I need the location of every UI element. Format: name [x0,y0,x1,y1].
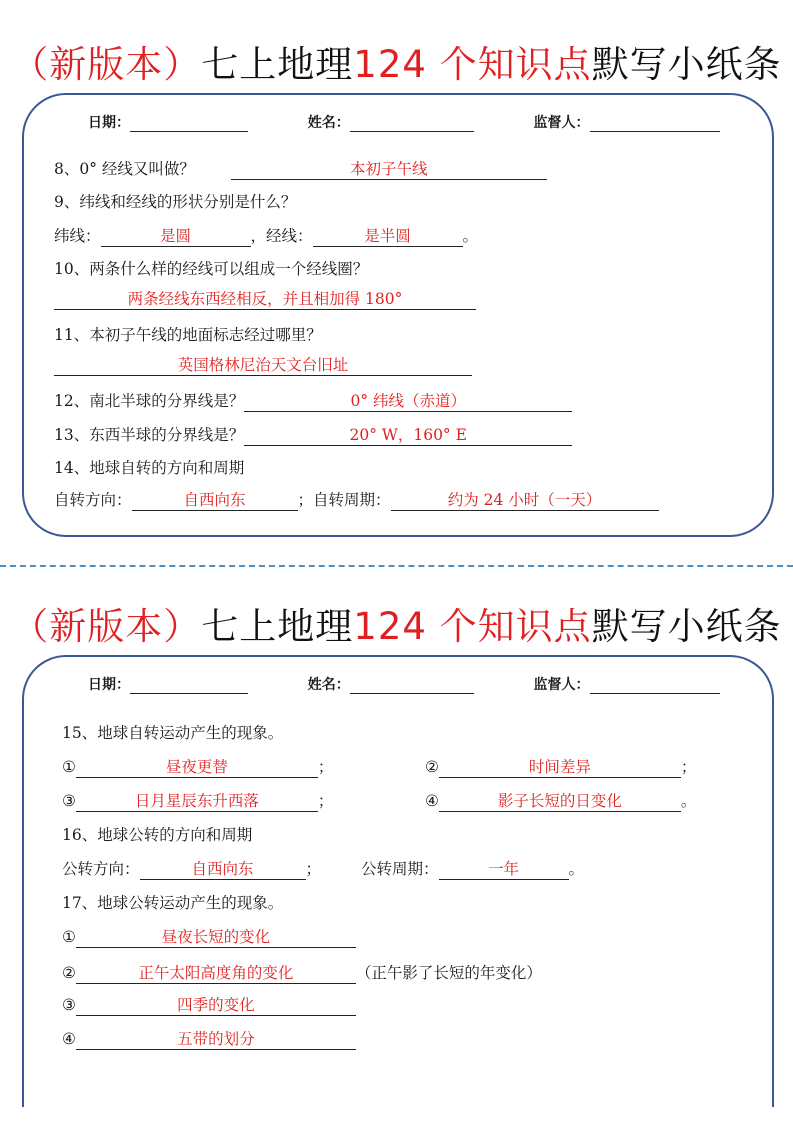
title-suffix: 默写小纸条 [591,605,782,648]
q17-n1: ① [62,928,76,946]
q17-item-1 [62,927,356,948]
q17-a3[interactable]: 四季的变化 [76,995,356,1016]
q10-line [54,257,368,279]
q12-text: 12、南北半球的分界线是？ [54,392,245,410]
q16-period-answer[interactable]: 一年 [439,859,569,880]
header-row-1 [88,112,720,132]
title-count: 124 个知识点 [353,43,592,86]
q10-answer-line [54,289,476,310]
q15-s4: 。 [680,792,697,810]
q9-warp-answer[interactable]: 是半圆 [313,226,463,247]
q17-n4: ④ [62,1030,76,1048]
title-suffix: 默写小纸条 [591,43,782,86]
q15-s3: ； [317,792,334,810]
q15-a1[interactable]: 昼夜更替 [76,757,318,778]
q11-text: 11、本初子午线的地面标志经过哪里？ [54,326,322,344]
q16-dir-label: 公转方向： [62,860,140,878]
q14-period-answer[interactable]: 约为 24 小时（一天） [391,490,659,511]
title-count: 124 个知识点 [353,605,592,648]
title-version: （新版本） [11,605,202,648]
q14-answer-line [54,488,659,511]
q9-weft-label: 纬线： [54,227,101,245]
q8-text: 8、0° 经线又叫做？ [54,160,195,178]
q15-item-3 [62,789,333,812]
q8-answer[interactable]: 本初子午线 [231,159,547,180]
supervisor-field[interactable] [590,117,720,132]
q14-text: 14、地球自转的方向和周期 [54,459,245,477]
q17-n2: ② [62,964,76,982]
q10-text: 10、两条什么样的经线可以组成一个经线圈？ [54,260,369,278]
supervisor-label: 监督人： [533,115,590,131]
q11-answer[interactable]: 英国格林尼治天文台旧址 [54,355,472,376]
q15-text: 15、地球自转运动产生的现象。 [62,724,284,742]
q11-line [54,323,322,345]
page-title-bottom [0,596,793,650]
header-row-2 [88,674,720,694]
q15-n1: ① [62,758,76,776]
name-field[interactable] [350,117,474,132]
q11-answer-line [54,355,472,376]
q9-answer-line [54,224,478,247]
q15-item-2 [425,755,696,778]
name-field[interactable] [350,679,474,694]
q17-note2: （正午影了长短的年变化） [355,964,542,982]
q17-item-3 [62,995,356,1016]
supervisor-label: 监督人： [533,677,590,693]
q9-weft-answer[interactable]: 是圆 [101,226,251,247]
title-subject: 七上地理 [201,43,354,86]
q17-n3: ③ [62,996,76,1014]
q16-end: 。 [568,860,585,878]
supervisor-field[interactable] [590,679,720,694]
q13-line [54,423,572,446]
q17-item-4 [62,1029,356,1050]
q14-dir-label: 自转方向： [54,491,132,509]
title-subject: 七上地理 [201,605,354,648]
q14-dir-answer[interactable]: 自西向东 [132,490,298,511]
date-field[interactable] [130,679,248,694]
name-label: 姓名： [307,677,350,693]
q8-line [54,157,547,180]
q12-line [54,389,572,412]
q17-text: 17、地球公转运动产生的现象。 [62,894,284,912]
q12-answer[interactable]: 0° 纬线（赤道） [244,391,572,412]
q16-line [62,823,252,845]
date-field[interactable] [130,117,248,132]
q15-n3: ③ [62,792,76,810]
q16-sep: ； [305,860,322,878]
name-label: 姓名： [307,115,350,131]
q16-dir-answer[interactable]: 自西向东 [140,859,306,880]
q15-a2[interactable]: 时间差异 [439,757,681,778]
q9-line [54,190,296,212]
q15-a4[interactable]: 影子长短的日变化 [439,791,681,812]
q15-n2: ② [425,758,439,776]
q17-line [62,891,283,913]
q9-text: 9、纬线和经线的形状分别是什么？ [54,193,297,211]
q14-period-label: ；自转周期： [297,491,391,509]
q14-line [54,456,244,478]
q15-a3[interactable]: 日月星辰东升西落 [76,791,318,812]
q15-s2: ； [680,758,697,776]
title-version: （新版本） [11,43,202,86]
q13-text: 13、东西半球的分界线是？ [54,426,245,444]
q15-s1: ； [317,758,334,776]
q16-text: 16、地球公转的方向和周期 [62,826,253,844]
q17-a4[interactable]: 五带的划分 [76,1029,356,1050]
q10-answer[interactable]: 两条经线东西经相反，并且相加得 180° [54,289,476,310]
cut-line-divider [0,565,793,567]
q15-n4: ④ [425,792,439,810]
q17-a2[interactable]: 正午太阳高度角的变化 [76,963,356,984]
page-title-top [0,34,793,88]
date-label: 日期： [88,677,130,693]
q16-answer-line [62,857,584,880]
q17-a1[interactable]: 昼夜长短的变化 [76,927,356,948]
q17-item-2 [62,961,542,984]
q9-sep: ，经线： [250,227,313,245]
q9-end: 。 [462,227,479,245]
q15-item-4 [425,789,696,812]
date-label: 日期： [88,115,130,131]
q13-answer[interactable]: 20° W，160° E [244,425,572,446]
q15-item-1 [62,755,333,778]
q15-line [62,721,283,743]
q16-period-label: 公转周期： [361,860,439,878]
